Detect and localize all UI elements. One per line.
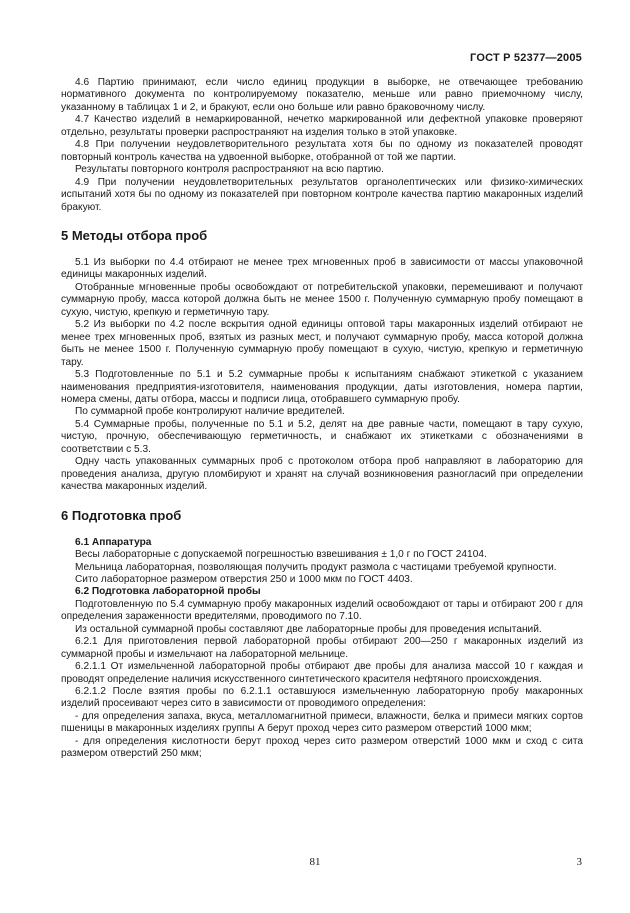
page-number-center: 81 bbox=[309, 856, 321, 868]
paragraph-4-8: 4.8 При получении неудовлетворительного результата хотя бы по одному из показателей проводят повторный контроль качества на удвоенной выборке, отобранной от той же партии. bbox=[61, 139, 583, 163]
paragraph-5-4-cont: Одну часть упакованных суммарных проб с протоколом отбора проб направляют в лабораторию для проведения анализа, другую пломбируют и хранят на случай возникновения разногласий при определении качества макаронных изделий. bbox=[61, 456, 583, 493]
subsection-6-2-title: 6.2 Подготовка лабораторной пробы bbox=[75, 586, 261, 598]
paragraph-6-2-1-1: 6.2.1.1 От измельченной лабораторной пробы отбирают две пробы для анализа массой 10 г каждая и проводят определение наличия искусственного синтетического красителя нефтяного происхождения. bbox=[61, 661, 583, 685]
section-5-title: 5 Методы отбора проб bbox=[61, 227, 208, 243]
section-6-title: 6 Подготовка проб bbox=[61, 507, 182, 523]
paragraph-4-8-note: Результаты повторного контроля распространяют на всю партию. bbox=[75, 164, 384, 176]
paragraph-5-4: 5.4 Суммарные пробы, полученные по 5.1 и 5.2, делят на две равные части, помещают в тару сухую, чистую, прочную, обеспечивающую герметичность, и снабжают их этикетками с обозначениями в соответствии с 5.3. bbox=[61, 418, 583, 455]
list-item-acidity: - для определения кислотности берут проход через сито размером отверстий 1000 мкм и сход с сита размером отверстий 250 мкм; bbox=[61, 735, 583, 760]
paragraph-5-1: 5.1 Из выборки по 4.4 отбирают не менее трех мгновенных проб в зависимости от массы упаковочной единицы макаронных изделий. bbox=[61, 256, 583, 281]
equipment-scales: Весы лабораторные с допускаемой погрешностью взвешивания ± 1,0 г по ГОСТ 24104. bbox=[75, 549, 487, 561]
paragraph-5-1-cont: Отобранные мгновенные пробы освобождают от потребительской упаковки, перемешивают и получают суммарную пробу, масса которой должна быть не менее 1500 г. Полученную суммарную пробу помещают в сухую, чистую, крепкую и герметичную тару. bbox=[61, 281, 583, 318]
page-number-right: 3 bbox=[576, 856, 582, 868]
equipment-mill: Мельница лабораторная, позволяющая получить продукт размола с частицами требуемой крупности. bbox=[75, 561, 557, 573]
paragraph-4-7: 4.7 Качество изделий в немаркированной, нечетко маркированной или дефектной упаковке проверяют отдельно, результаты проверки распространяют на изделия только в этой упаковке. bbox=[61, 114, 583, 138]
list-item-smell-taste: - для определения запаха, вкуса, металломагнитной примеси, влажности, белка и примеси мягких сортов пшеницы в макаронных изделиях группы А берут проход через сито размером отверстий 1000 мкм; bbox=[61, 710, 583, 735]
subsection-6-1-title: 6.1 Аппаратура bbox=[75, 536, 152, 548]
paragraph-5-3-note: По суммарной пробе контролируют наличие вредителей. bbox=[75, 406, 345, 418]
paragraph-4-6: 4.6 Партию принимают, если число единиц продукции в выборке, не отвечающее требованию нормативного документа по контролируемому показателю, меньше или равно приемочному числу, указанному в таблицах 1 и 2, и бракуют, если оно больше или равно браковочному числу. bbox=[61, 77, 583, 113]
paragraph-6-2-cont: Из остальной суммарной пробы составляют две лабораторные пробы для проведения испытаний. bbox=[75, 623, 542, 635]
equipment-sieve: Сито лабораторное размером отверстия 250 и 1000 мкм по ГОСТ 4403. bbox=[75, 573, 413, 585]
paragraph-5-2: 5.2 Из выборки по 4.2 после вскрытия одной единицы оптовой тары макаронных изделий отбирают не менее трех мгновенных проб, взятых из разных мест, и получают суммарную пробу, масса которой должна быть не менее 1500 г. Полученную суммарную пробу помещают в сухую, чистую, крепкую и герметичную тару. bbox=[61, 319, 583, 368]
paragraph-5-3: 5.3 Подготовленные по 5.1 и 5.2 суммарные пробы к испытаниям снабжают этикеткой с указанием наименования предприятия-изготовителя, наименования продукции, даты изготовления, номера партии, номера смены, даты отбора, массы и подписи лица, отобравшего суммарную пробу. bbox=[61, 369, 583, 405]
paragraph-6-2-1: 6.2.1 Для приготовления первой лабораторной пробы отбирают 200—250 г макаронных изделий из суммарной пробы и измельчают на лабораторной мельнице. bbox=[61, 636, 583, 660]
standard-header: ГОСТ Р 52377—2005 bbox=[470, 52, 582, 64]
paragraph-4-9: 4.9 При получении неудовлетворительных результатов органолептических или физико-химических испытаний хотя бы по одному из показателей при повторном контроле качества партию макаронных изделий бракуют. bbox=[61, 176, 583, 213]
document-body bbox=[61, 77, 583, 761]
paragraph-6-2: Подготовленную по 5.4 суммарную пробу макаронных изделий освобождают от тары и отбирают 200 г для определения зараженности вредителями, проводимого по 7.10. bbox=[61, 598, 583, 623]
paragraph-6-2-1-2: 6.2.1.2 После взятия пробы по 6.2.1.1 оставшуюся измельченную лабораторную пробу макаронных изделий просеивают через сито в зависимости от проводимого определения: bbox=[61, 686, 583, 710]
